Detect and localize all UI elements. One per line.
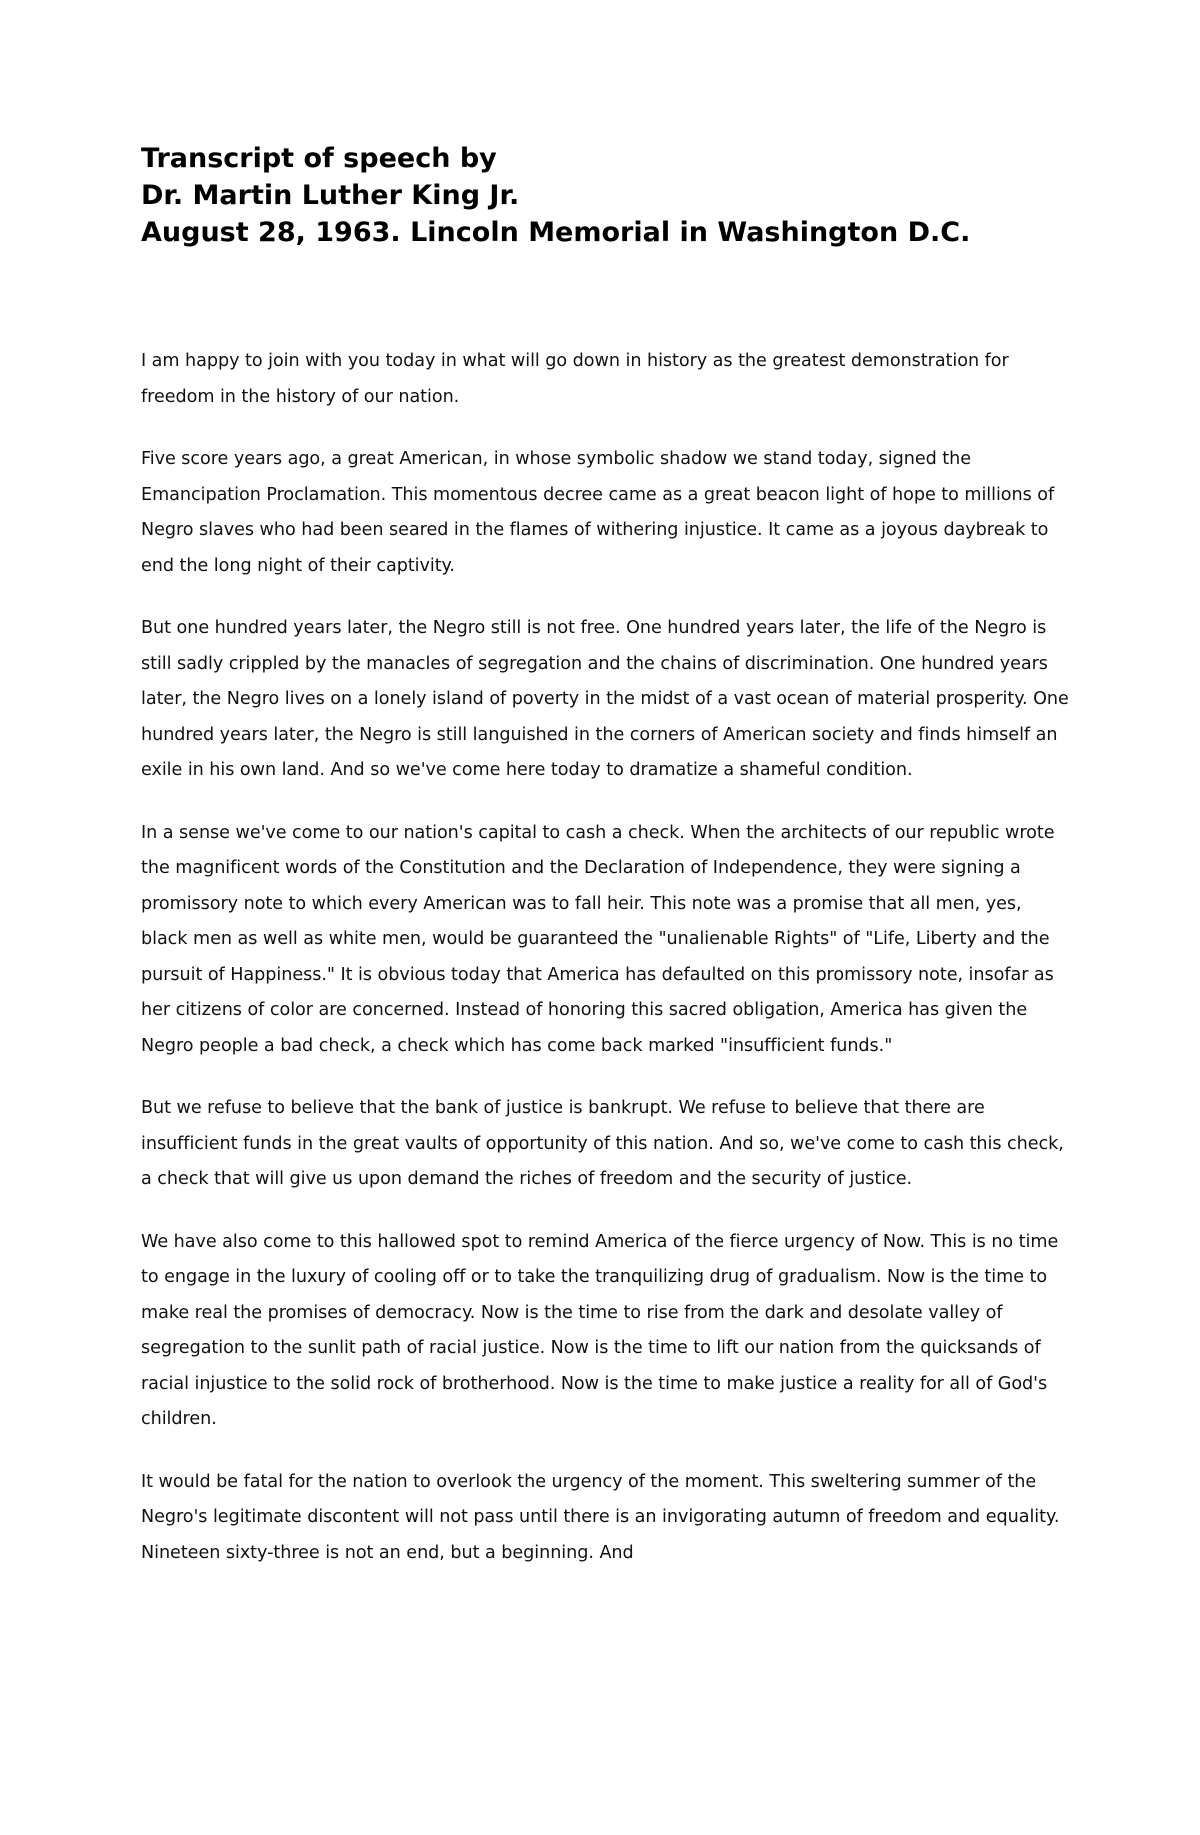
paragraph-4: In a sense we've come to our nation's capital to cash a check. When the architects of our republic wrote the magnificent words of the Constitution and the Declaration of Independence, they were signing a promissory note to which every American was to fall heir. This note was a promise that all men, yes, black men as well as white men, would be guaranteed the "unalienable Rights" of "Life, Liberty and the pursuit of Happiness." It is obvious today that America has defaulted on this promissory note, insofar as her citizens of color are concerned. Instead of honoring this sacred obligation, America has given the Negro people a bad check, a check which has come back marked "insufficient funds." [141,822,1055,1056]
paragraph-7: It would be fatal for the nation to overlook the urgency of the moment. This sweltering summer of the Negro's legitimate discontent will not pass until there is an invigorating autumn of freedom and equality. Nineteen sixty-three is not an end, but a beginning. And [141,1471,1060,1563]
paragraph-2: Five score years ago, a great American, in whose symbolic shadow we stand today, signed the Emancipation Proclamation. This momentous decree came as a great beacon light of hope to millions of Negro slaves who had been seared in the flames of withering injustice. It came as a joyous daybreak to end the long night of their captivity. [141,449,1055,576]
paragraph-6: We have also come to this hallowed spot to remind America of the fierce urgency of Now. This is no time to engage in the luxury of cooling off or to take the tranquilizing drug of gradualism. Now is the time to make real the promises of democracy. Now is the time to rise from the dark and desolate valley of segregation to the sunlit path of racial justice. Now is the time to lift our nation from the quicksands of racial injustice to the solid rock of brotherhood. Now is the time to make justice a reality for all of God's children. [141,1231,1059,1429]
paragraph-1: I am happy to join with you today in what will go down in history as the greatest demonstration for freedom in the history of our nation. [141,351,1009,407]
paragraph-5: But we refuse to believe that the bank of justice is bankrupt. We refuse to believe that there are insufficient funds in the great vaults of opportunity of this nation. And so, we've come to cash this check, a check that will give us upon demand the riches of freedom and the security of justice. [141,1098,1064,1189]
title-line-3: August 28, 1963. Lincoln Memorial in Washington D.C. [141,217,971,248]
speech-body [141,344,1071,1598]
document-title [141,140,1101,251]
paragraph-3: But one hundred years later, the Negro still is not free. One hundred years later, the life of the Negro is still sadly crippled by the manacles of segregation and the chains of discrimination. One hundred years later, the Negro lives on a lonely island of poverty in the midst of a vast ocean of material prosperity. One hundred years later, the Negro is still languished in the corners of American society and finds himself an exile in his own land. And so we've come here today to dramatize a shameful condition. [141,618,1069,780]
title-line-1: Transcript of speech by [141,143,497,174]
title-line-2: Dr. Martin Luther King Jr. [141,180,520,211]
